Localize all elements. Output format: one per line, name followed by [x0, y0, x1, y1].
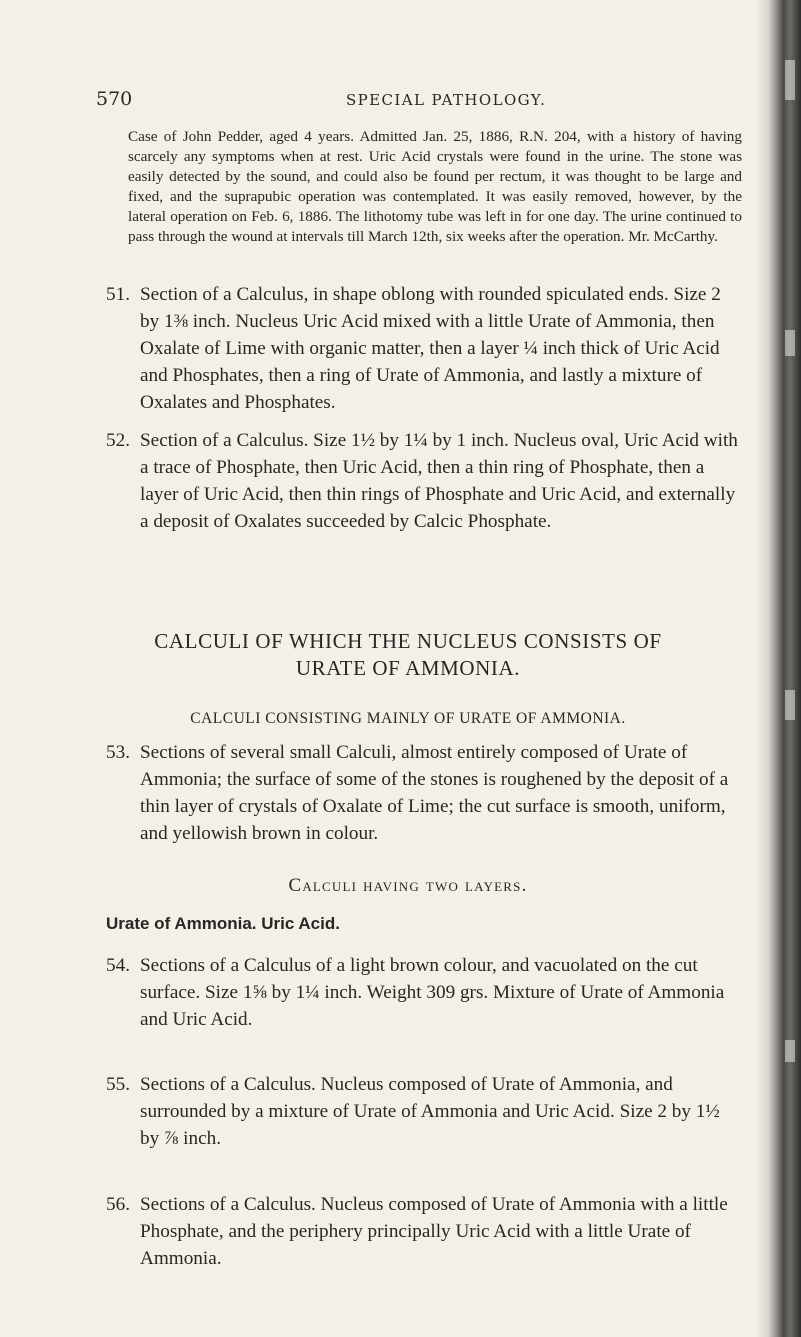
catalogue-entry-56 [106, 1191, 740, 1272]
catalogue-entry-53 [106, 739, 740, 847]
entry-number: 52. [106, 430, 130, 451]
catalogue-entry-51 [106, 281, 740, 416]
running-title: SPECIAL PATHOLOGY. [346, 91, 547, 109]
entry-number: 55. [106, 1074, 130, 1095]
entry-text: Sections of a Calculus. Nucleus composed of Urate of Ammonia, and surrounded by a mixture of Urate of Ammonia and Uric Acid. Size 2 by 1½ by ⅞ inch. [140, 1074, 720, 1149]
case-note: Case of John Pedder, aged 4 years. Admitted Jan. 25, 1886, R.N. 204, with a history of having scarcely any symptoms when at rest. Uric Acid crystals were found in the urine. The stone was easily detected by the sound, and could also be found per rectum, it was thought to be large and fixed, and the suprapubic operation was contemplated. It was easily removed, however, by the lateral operation on Feb. 6, 1886. The lithotomy tube was left in for one day. The urine continued to pass through the wound at intervals till March 12th, six weeks after the operation. Mr. McCarthy. [128, 128, 742, 245]
entry-number: 51. [106, 284, 130, 305]
entry-text: Sections of a Calculus. Nucleus composed of Urate of Ammonia with a little Phosphate, and the periphery principally Uric Acid with a little Urate of Ammonia. [140, 1194, 728, 1269]
layers-bold-heading: Urate of Ammonia. Uric Acid. [106, 914, 340, 933]
entry-text: Section of a Calculus. Size 1½ by 1¼ by 1 inch. Nucleus oval, Uric Acid with a trace of Phosphate, then Uric Acid, then a thin ring of Phosphate, then a layer of Uric Acid, then thin rings of Phosphate and Uric Acid, and externally a deposit of Oxalates succeeded by Calcic Phosphate. [140, 430, 738, 532]
entry-text: Sections of several small Calculi, almost entirely composed of Urate of Ammonia; the surface of some of the stones is roughened by the deposit of a thin layer of crystals of Oxalate of Lime; the cut surface is smooth, uniform, and yellowish brown in colour. [140, 742, 729, 844]
section-heading-line2: URATE OF AMMONIA. [295, 656, 521, 680]
section-heading-line1: CALCULI OF WHICH THE NUCLEUS CONSISTS OF [154, 629, 662, 653]
entry-number: 53. [106, 742, 130, 763]
page-header [96, 88, 746, 112]
layers-heading: Calculi having two layers. [288, 875, 528, 896]
binding-edge [757, 0, 801, 1337]
catalogue-entry-54 [106, 952, 740, 1033]
entry-number: 56. [106, 1194, 130, 1215]
catalogue-entry-55 [106, 1071, 740, 1152]
subheading: CALCULI CONSISTING MAINLY OF URATE OF AMMONIA. [190, 710, 626, 727]
entry-text: Section of a Calculus, in shape oblong with rounded spiculated ends. Size 2 by 1⅜ inch. Nucleus Uric Acid mixed with a little Urate of Ammonia, then Oxalate of Lime with organic matter, then a layer ¼ inch thick of Uric Acid and Phosphates, then a ring of Urate of Ammonia, and lastly a mixture of Oxalates and Phosphates. [140, 284, 721, 413]
entry-text: Sections of a Calculus of a light brown colour, and vacuolated on the cut surface. Size 1⅝ by 1¼ inch. Weight 309 grs. Mixture of Urate of Ammonia and Uric Acid. [140, 955, 725, 1030]
catalogue-entry-52 [106, 427, 740, 535]
entry-number: 54. [106, 955, 130, 976]
page-number: 570 [96, 88, 133, 110]
